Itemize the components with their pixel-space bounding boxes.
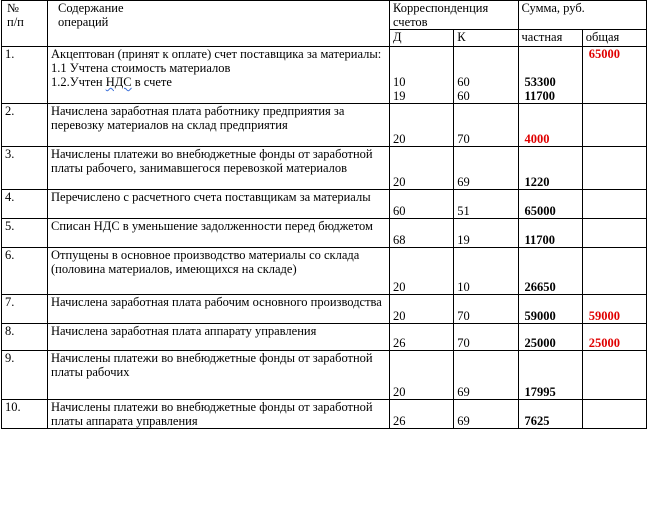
row-total: 25000 <box>582 324 646 351</box>
row-partial: 26650 <box>518 248 582 295</box>
row-number: 9. <box>2 351 48 400</box>
spellcheck-flagged-word: НДС <box>105 75 132 89</box>
header-number-line1: № <box>7 1 19 15</box>
header-correspondence <box>390 1 519 30</box>
row-debit: 20 <box>390 147 454 190</box>
row-credit: 51 <box>454 190 518 219</box>
row-total <box>582 248 646 295</box>
row-operation-line <box>51 75 386 89</box>
row-number: 2. <box>2 104 48 147</box>
row-debit-value: 19 <box>393 89 406 103</box>
row-operation: Списан НДС в уменьшение задолженности перед бюджетом <box>48 219 390 248</box>
table-row <box>2 400 647 429</box>
row-credit-value: 60 <box>457 75 470 89</box>
row-operation-line: 1.1 Учтена стоимость материалов <box>51 61 231 75</box>
row-debit: 68 <box>390 219 454 248</box>
row-total <box>582 104 646 147</box>
row-number: 8. <box>2 324 48 351</box>
row-partial: 4000 <box>518 104 582 147</box>
row-partial-value: 11700 <box>524 89 556 103</box>
operations-table-document <box>1 0 647 529</box>
row-credit: 10 <box>454 248 518 295</box>
row-number: 3. <box>2 147 48 190</box>
row-credit <box>454 47 518 104</box>
table-row <box>2 104 647 147</box>
table-row <box>2 351 647 400</box>
row-partial: 7625 <box>518 400 582 429</box>
table-row <box>2 295 647 324</box>
row-operation <box>48 47 390 104</box>
row-credit: 70 <box>454 324 518 351</box>
row-partial-value: 53300 <box>524 75 556 89</box>
row-debit: 20 <box>390 351 454 400</box>
row-credit: 70 <box>454 104 518 147</box>
table-row <box>2 219 647 248</box>
row-partial: 1220 <box>518 147 582 190</box>
row-credit: 69 <box>454 400 518 429</box>
header-operations <box>48 1 390 47</box>
header-total: общая <box>582 30 646 47</box>
row-debit: 60 <box>390 190 454 219</box>
row-credit: 19 <box>454 219 518 248</box>
row-operation: Начислена заработная плата рабочим основного производства <box>48 295 390 324</box>
row-operation: Начислены платежи во внебюджетные фонды от заработной платы аппарата управления <box>48 400 390 429</box>
operations-table <box>1 0 647 429</box>
row-operation: Начислена заработная плата работнику предприятия за перевозку материалов на склад предприятия <box>48 104 390 147</box>
row-number: 10. <box>2 400 48 429</box>
row-total <box>582 400 646 429</box>
header-partial: частная <box>518 30 582 47</box>
row-operation: Перечислено с расчетного счета поставщикам за материалы <box>48 190 390 219</box>
row-debit: 20 <box>390 248 454 295</box>
row-partial: 11700 <box>518 219 582 248</box>
row-credit: 69 <box>454 351 518 400</box>
row-total <box>582 351 646 400</box>
row-total <box>582 190 646 219</box>
header-correspondence-line1: Корреспонденция <box>393 1 489 15</box>
header-debit: Д <box>390 30 454 47</box>
row-credit-value: 60 <box>457 89 470 103</box>
header-credit: К <box>454 30 518 47</box>
row-credit: 70 <box>454 295 518 324</box>
row-number: 5. <box>2 219 48 248</box>
row-total <box>582 219 646 248</box>
row-partial: 59000 <box>518 295 582 324</box>
row-total: 59000 <box>582 295 646 324</box>
row-operation: Начислены платежи во внебюджетные фонды от заработной платы рабочего, занимавшегося перевозкой материалов <box>48 147 390 190</box>
table-row <box>2 147 647 190</box>
row-debit: 20 <box>390 295 454 324</box>
row-operation-text: в счете <box>131 75 172 89</box>
header-correspondence-line2: счетов <box>393 15 428 29</box>
row-number: 4. <box>2 190 48 219</box>
row-partial <box>518 47 582 104</box>
row-operation-text: 1.2.Учтен <box>51 75 106 89</box>
header-operations-line1: Содержание <box>58 1 124 15</box>
row-partial: 17995 <box>518 351 582 400</box>
row-debit: 20 <box>390 104 454 147</box>
row-partial: 25000 <box>518 324 582 351</box>
row-debit: 26 <box>390 324 454 351</box>
row-operation-line: Акцептован (принят к оплате) счет поставщика за материалы: <box>51 47 382 61</box>
row-operation: Начислена заработная плата аппарату управления <box>48 324 390 351</box>
header-operations-line2: операций <box>58 15 109 29</box>
header-number-line2: п/п <box>7 15 24 29</box>
table-row <box>2 248 647 295</box>
header-sum: Сумма, руб. <box>518 1 647 30</box>
row-number: 6. <box>2 248 48 295</box>
row-debit-value: 10 <box>393 75 406 89</box>
table-row <box>2 47 647 104</box>
row-total: 65000 <box>582 47 646 104</box>
table-row <box>2 190 647 219</box>
table-header-row <box>2 1 647 30</box>
row-total <box>582 147 646 190</box>
header-number <box>2 1 48 47</box>
row-partial: 65000 <box>518 190 582 219</box>
row-debit: 26 <box>390 400 454 429</box>
table-row <box>2 324 647 351</box>
row-number: 7. <box>2 295 48 324</box>
row-debit <box>390 47 454 104</box>
row-operation: Отпущены в основное производство материалы со склада (половина материалов, имеющихся на складе) <box>48 248 390 295</box>
row-operation: Начислены платежи во внебюджетные фонды от заработной платы рабочих <box>48 351 390 400</box>
row-credit: 69 <box>454 147 518 190</box>
row-number: 1. <box>2 47 48 104</box>
